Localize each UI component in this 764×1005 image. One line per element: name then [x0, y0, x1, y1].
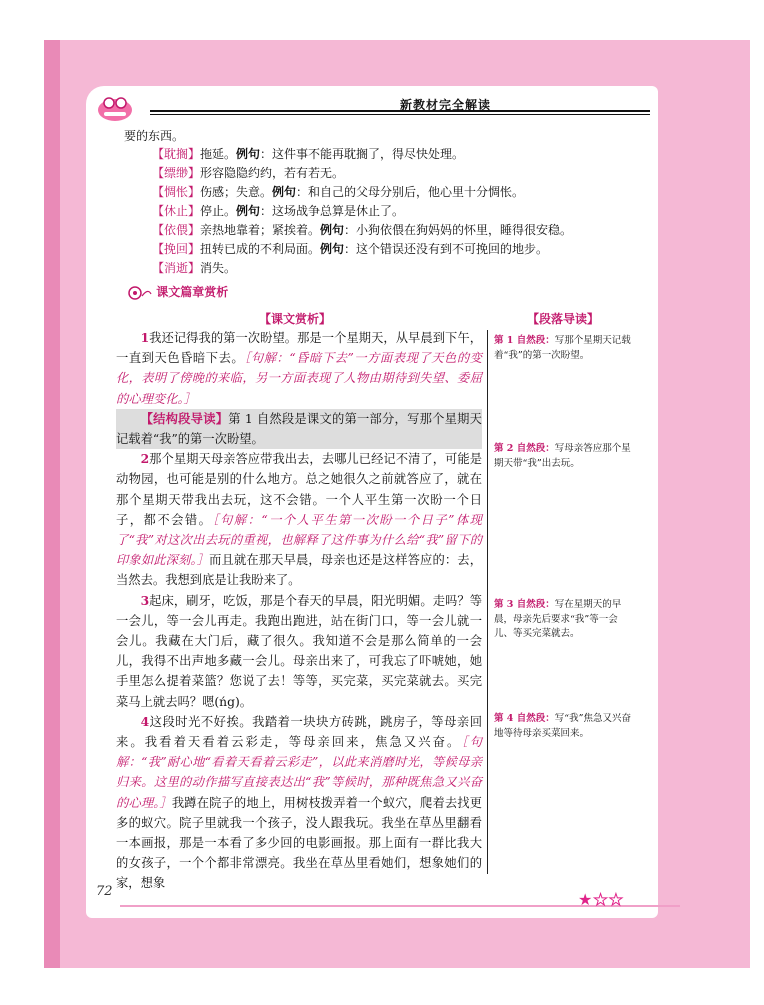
guide-label: 第 3 自然段： — [494, 599, 555, 610]
vocab-definition: 形容隐隐约约，若有若无。 — [200, 166, 345, 180]
example-label: 例句 — [236, 147, 261, 161]
paragraph-text: 我蹲在院子的地上，用树枝拨弄着一个蚁穴，爬着去找更多的蚁穴。院子里就我一个孩子，没人跟我玩。我坐在草丛里翻看一本画报，那是一本看了多少回的电影画报。那上面有一群比我大的女孩子，一个个都非常漂亮。我坐在草丛里看她们，想象她们的家，想象 — [116, 795, 482, 891]
guide-item — [494, 442, 636, 471]
vocab-item — [152, 203, 602, 220]
vocab-definition: 亲热地靠着；紧挨着。 — [200, 223, 321, 237]
example-sentence: ：和自己的父母分别后，他心里十分惆怅。 — [296, 185, 525, 199]
vocab-item — [152, 184, 602, 201]
flower-icon — [126, 284, 152, 302]
sentence-note: ［句解：“昏暗下去”一方面表现了天色的变化，表明了傍晚的来临，另一方面表现了人物由期待到失望、委屈的心理变化。］ — [116, 351, 482, 406]
paragraph-number: 3 — [140, 592, 150, 608]
example-label: 例句 — [272, 185, 297, 199]
example-label: 例句 — [320, 223, 345, 237]
article-body — [116, 328, 482, 894]
vocab-definition: 停止。 — [200, 204, 237, 218]
guide-label: 第 4 自然段： — [494, 713, 555, 724]
paragraph-text: 起床，刷牙，吃饭，那是个春天的早晨，阳光明媚。走吗？等一会儿，等一会儿再走。我跑出跑进，站在街门口，等一会儿就一会儿。我藏在大门后，藏了很久。我知道不会是那么简单的一会儿，我得不出声地多藏一会儿。母亲出来了，可我忘了吓唬她，她手里怎么提着菜篮？您说了去！等等，买完菜，买完菜就去。买完菜马上就去吗？嗯(ńg)。 — [116, 593, 482, 709]
vocab-item — [152, 222, 602, 239]
star-icon: ★ — [608, 890, 625, 909]
example-label: 例句 — [236, 204, 261, 218]
section-title-text: 课文篇章赏析 — [156, 285, 229, 299]
vocab-item — [152, 165, 602, 182]
vocab-item — [152, 260, 602, 277]
example-sentence: ：这场战争总算是休止了。 — [260, 204, 405, 218]
example-sentence: ：这个错误还没有到不可挽回的地步。 — [344, 242, 549, 256]
star-icon: ★ — [578, 890, 594, 909]
guide-item — [494, 334, 636, 363]
vocab-term: 【耽搁】 — [152, 147, 201, 161]
page-number: 72 — [96, 884, 113, 899]
paragraph-4 — [116, 712, 482, 894]
sentence-note: ［句解：“一个人平生第一次盼一个日子”体现了“我”对这次出去玩的重视，也解释了这件事为什么给“我”留下的印象如此深刻。］ — [116, 512, 482, 568]
paragraph-text: 那个星期天母亲答应带我出去，去哪儿已经记不清了，可能是动物园，也可能是别的什么地方。总之她很久之前就答应了，就在那个星期天带我出去玩，这不会错。一个人平生第一次盼一个日子，都不会错。 — [116, 452, 482, 527]
example-label: 例句 — [320, 242, 345, 256]
guide-text: 写母亲答应那个星期天带“我”出去玩。 — [494, 443, 631, 469]
vocab-term: 【依偎】 — [152, 223, 201, 237]
vocab-definition: 伤感；失意。 — [200, 185, 273, 199]
paragraph-1 — [116, 328, 482, 409]
paragraph-text: 这段时光不好挨。我踏着一块块方砖跳，跳房子，等母亲回来。我看着天看着云彩走，等母亲回来，焦急又兴奋。 — [116, 714, 482, 750]
structure-tag: 【结构段导读】 — [140, 410, 229, 426]
guide-label: 第 1 自然段： — [494, 335, 555, 346]
guide-label: 第 2 自然段： — [494, 443, 555, 454]
vocab-intro: 要的东西。 — [124, 129, 185, 143]
vocab-definition: 拖延。 — [200, 147, 237, 161]
left-column-heading: 【课文赏析】 — [259, 312, 332, 326]
header-rule — [150, 110, 650, 112]
guide-text: 写那个星期天记载着“我”的第一次盼望。 — [494, 335, 631, 361]
paragraph-2 — [116, 449, 482, 590]
vocab-term: 【惆怅】 — [152, 185, 201, 199]
vocab-item — [152, 241, 602, 258]
book-logo-icon — [96, 94, 134, 122]
paragraph-number: 4 — [140, 713, 150, 729]
vocab-term: 【休止】 — [152, 204, 201, 218]
section-title — [126, 283, 228, 303]
header-title: 新教材完全解读 — [400, 98, 492, 112]
header-rule-thin — [150, 114, 650, 115]
example-sentence: ：小狗依偎在狗妈妈的怀里，睡得很安稳。 — [344, 223, 573, 237]
difficulty-stars — [578, 890, 624, 909]
right-column-heading: 【段落导读】 — [527, 312, 600, 326]
guide-item — [494, 712, 636, 741]
vocab-term: 【消逝】 — [152, 261, 201, 275]
example-sentence: ：这件事不能再耽搁了，得尽快处理。 — [260, 147, 465, 161]
vocab-term: 【缥缈】 — [152, 166, 201, 180]
paragraph-number: 2 — [140, 451, 150, 467]
page-stripe — [44, 40, 60, 968]
star-icon: ★ — [593, 890, 609, 909]
vocab-definition: 消失。 — [200, 261, 237, 275]
vocab-definition: 扭转已成的不利局面。 — [200, 242, 321, 256]
vocab-item — [152, 146, 602, 163]
sentence-note: ［句解：“我”耐心地“看着天看着云彩走”，以此来消磨时光，等候母亲归来。这里的动作描写直接表达出“我”等候时，那种既焦急又兴奋的心理。］ — [116, 735, 482, 810]
paragraph-number: 1 — [140, 330, 150, 345]
vocab-term: 【挽回】 — [152, 242, 201, 256]
guide-text: 写“我”焦急又兴奋地等待母亲买菜回来。 — [494, 713, 631, 739]
paragraph-text: 我还记得我的第一次盼望。那是一个星期天，从早晨到下午，一直到天色昏暗下去。 — [116, 331, 482, 366]
guide-text: 写在星期天的早晨，母亲先后要求“我”等一会儿、等买完菜就去。 — [494, 599, 622, 639]
column-divider — [487, 330, 488, 874]
paragraph-text: 而且就在那天早晨，母亲也还是这样答应的：去，当然去。我想到底是让我盼来了。 — [116, 553, 482, 588]
guide-item — [494, 598, 636, 642]
structure-text: 第 1 自然段是课文的第一部分，写那个星期天记载着“我”的第一次盼望。 — [116, 411, 482, 447]
structure-guide — [116, 409, 482, 449]
paragraph-3 — [116, 591, 482, 712]
